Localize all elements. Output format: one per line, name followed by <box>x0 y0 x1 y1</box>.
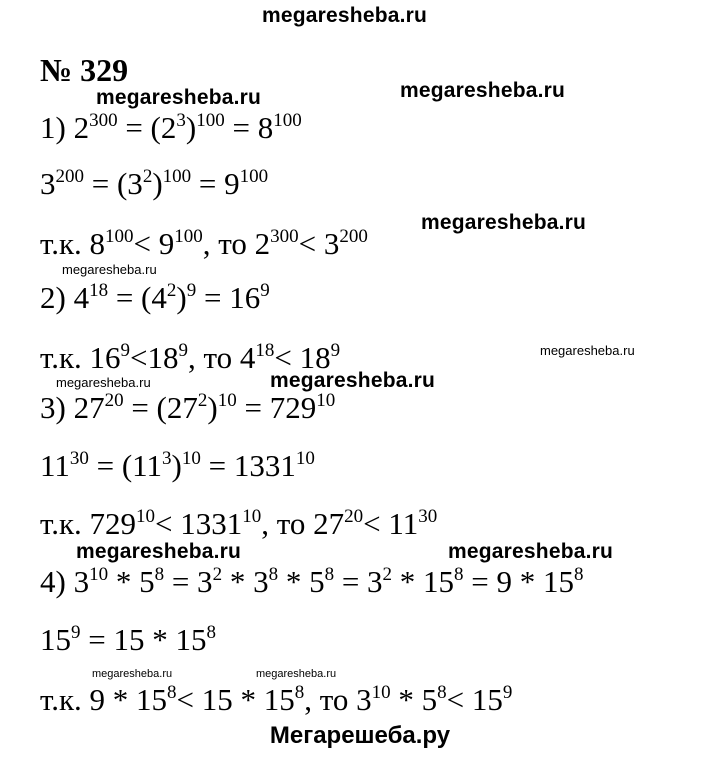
solution-line-8: т.к. $729^{10}< 1331^{10}$, то $27^{20}< 11^{30}$ <box>40 506 438 541</box>
watermark: megaresheba.ru <box>448 540 614 563</box>
watermark: megaresheba.ru <box>96 86 262 109</box>
watermark: megaresheba.ru <box>400 79 566 102</box>
watermark: megaresheba.ru <box>76 540 242 563</box>
solution-line-1: 1) $2^{300} = (2^3)^{100} = 8^{100}$ <box>40 110 302 145</box>
solution-line-11: т.к. $9 * 15^8< 15 * 15^8$, то $3^{10} * 5^8< 15^9$ <box>40 682 513 717</box>
solution-line-4: 2) $4^{18} = (4^2)^9 = 16^9$ <box>40 280 270 315</box>
watermark-top: megaresheba.ru <box>262 4 428 27</box>
watermark: megaresheba.ru <box>62 262 157 277</box>
footer-site-name: Мегарешеба.ру <box>269 722 451 749</box>
watermark: megaresheba.ru <box>92 668 173 680</box>
solution-line-7: $11^{30} = (11^3)^{10} = 1331^{10}$ <box>40 448 315 483</box>
watermark: megaresheba.ru <box>56 375 151 390</box>
problem-number: № 329 <box>40 52 129 88</box>
solution-line-10: $15^9 = 15 * 15^8$ <box>40 622 216 657</box>
solution-line-9: 4) $3^{10} * 5^8 = 3^2 * 3^8 * 5^8 = 3^2 * 15^8 = 9 * 15^8$ <box>40 564 584 599</box>
solution-line-3: т.к. $8^{100}< 9^{100}$, то $2^{300}< 3^{200}$ <box>40 226 368 261</box>
watermark: megaresheba.ru <box>540 343 635 358</box>
solution-line-6: 3) $27^{20} = (27^2)^{10} = 729^{10}$ <box>40 390 336 425</box>
solution-line-5: т.к. $16^9<18^9$, то $4^{18}< 18^9$ <box>40 340 341 375</box>
solution-line-2: $3^{200} = (3^2)^{100} = 9^{100}$ <box>40 166 269 201</box>
watermark: megaresheba.ru <box>256 668 337 680</box>
watermark: megaresheba.ru <box>421 211 587 234</box>
watermark: megaresheba.ru <box>270 369 436 392</box>
